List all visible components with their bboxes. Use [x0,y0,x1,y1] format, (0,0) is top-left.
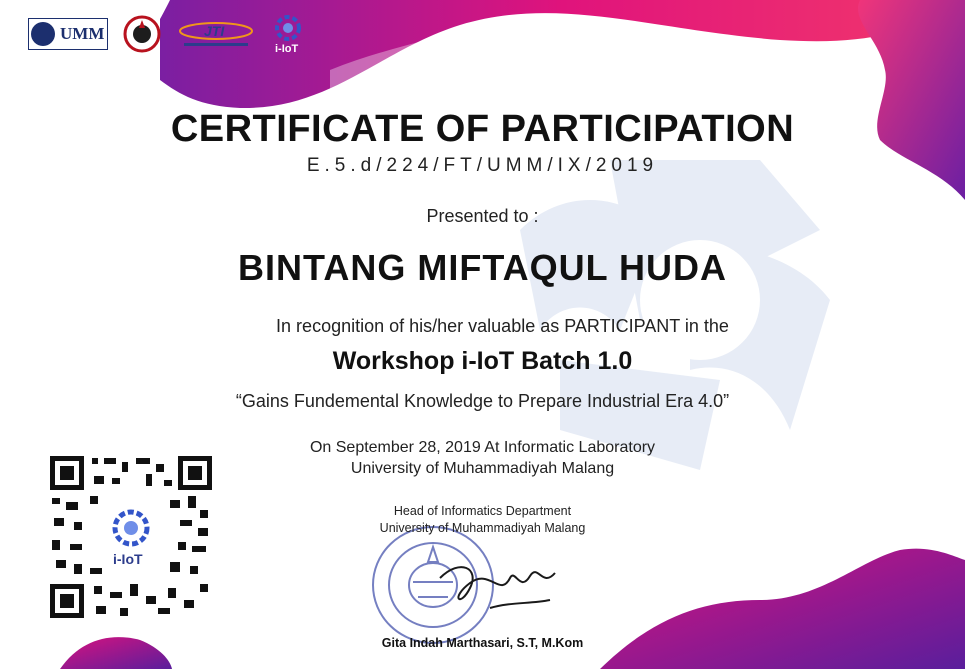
recognition-text: In recognition of his/her valuable as PARTICIPANT in the [276,316,729,336]
event-name: Workshop i-IoT Batch 1.0 [332,347,633,375]
signatory-title: Head of Informatics Department [393,504,572,518]
svg-text:i-IoT: i-IoT [275,43,299,54]
logo-bar [28,12,306,56]
certificate-number: E.5.d/224/FT/UMM/IX/2019 [306,155,659,176]
umm-logo [28,18,108,50]
signatory-name: Gita Indah Marthasari, S.T, M.Kom [381,636,584,650]
qr-code[interactable] [50,456,212,618]
svg-text:JTI: JTI [204,23,225,39]
event-theme: “Gains Fundemental Knowledge to Prepare Industrial Era 4.0” [235,391,730,411]
svg-text:i-IoT: i-IoT [113,551,143,567]
event-date: On September 28, 2019 At Informatic Laboratory [309,439,656,456]
event-location: University of Muhammadiyah Malang [350,460,615,477]
iiot-logo [270,14,306,54]
informatics-department-logo [176,17,256,51]
umm-seal-icon [31,22,55,46]
handwritten-signature [430,538,570,618]
signatory-institution: University of Muhammadiyah Malang [379,521,586,535]
recipient-name: BINTANG MIFTAQUL HUDA [238,247,727,288]
faculty-emblem-icon [122,14,162,54]
presented-to-label: Presented to : [426,206,539,226]
umm-logo-text: UMM [60,24,105,43]
certificate-title: CERTIFICATE OF PARTICIPATION [170,108,795,150]
